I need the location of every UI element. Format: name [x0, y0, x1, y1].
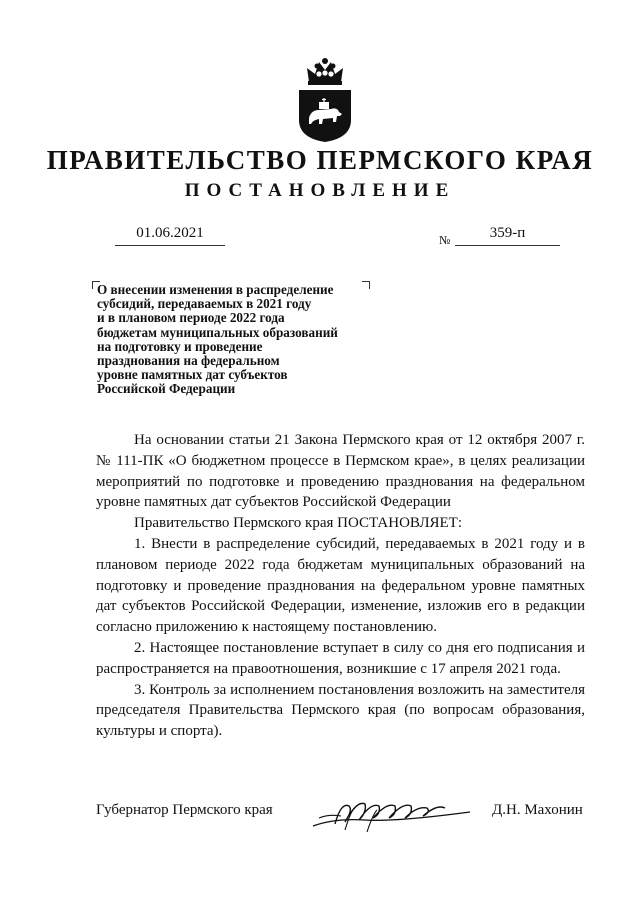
date-underline	[115, 245, 225, 246]
subject-line: субсидий, передаваемых в 2021 году	[97, 296, 312, 312]
body-paragraph-item-3: 3. Контроль за исполнением постановления возложить на заместителя председателя Правительства Пермского края (по вопросам образования, культуры и спорта).	[96, 681, 585, 740]
number-sign: №	[439, 233, 451, 247]
subject-line: празднования на федеральном	[97, 353, 280, 369]
subject-line: Российской Федерации	[97, 381, 236, 397]
subject-line: бюджетам муниципальных образований	[97, 324, 338, 340]
subject-line: уровне памятных дат субъектов	[97, 367, 288, 383]
document-body	[96, 430, 585, 742]
document-type: ПОСТАНОВЛЕНИЕ	[184, 180, 456, 201]
subject-line: на подготовку и проведение	[97, 338, 263, 354]
subject-line: и в плановом периоде 2022 года	[97, 310, 285, 326]
document-subject	[97, 283, 377, 397]
subject-line: О внесении изменения в распределение	[97, 282, 334, 297]
government-title: ПРАВИТЕЛЬСТВО ПЕРМСКОГО КРАЯ	[46, 145, 594, 175]
handwritten-signature	[305, 788, 475, 836]
number-underline	[455, 245, 560, 246]
document-number: 359-п	[489, 225, 526, 241]
body-paragraph-resolves: Правительство Пермского края ПОСТАНОВЛЯЕТ:	[134, 515, 463, 532]
body-paragraph-item-1: 1. Внести в распределение субсидий, передаваемых в 2021 году и в плановом периоде 2022 года бюджетам муниципальных образований на подготовку и проведение празднования на федеральном уровне памятных дат субъектов Российской Федерации, изменение, изложив его в редакции согласно приложению к настоящему постановлению.	[96, 535, 585, 636]
signatory-title: Губернатор Пермского края	[96, 802, 273, 818]
body-paragraph-item-2: 2. Настоящее постановление вступает в силу со дня его подписания и распространяется на правоотношения, возникшие с 17 апреля 2021 года.	[96, 639, 585, 677]
signatory-name: Д.Н. Махонин	[492, 802, 583, 818]
body-paragraph-preamble: На основании статьи 21 Закона Пермского края от 12 октября 2007 г. № 111-ПК «О бюджетном процессе в Пермском крае», в целях реализации мероприятий по подготовке и проведению празднования на федеральном уровне памятных дат субъектов Российской Федерации	[96, 432, 585, 511]
coat-of-arms-emblem	[295, 52, 355, 144]
document-date: 01.06.2021	[136, 225, 204, 241]
crown-icon	[307, 58, 343, 85]
